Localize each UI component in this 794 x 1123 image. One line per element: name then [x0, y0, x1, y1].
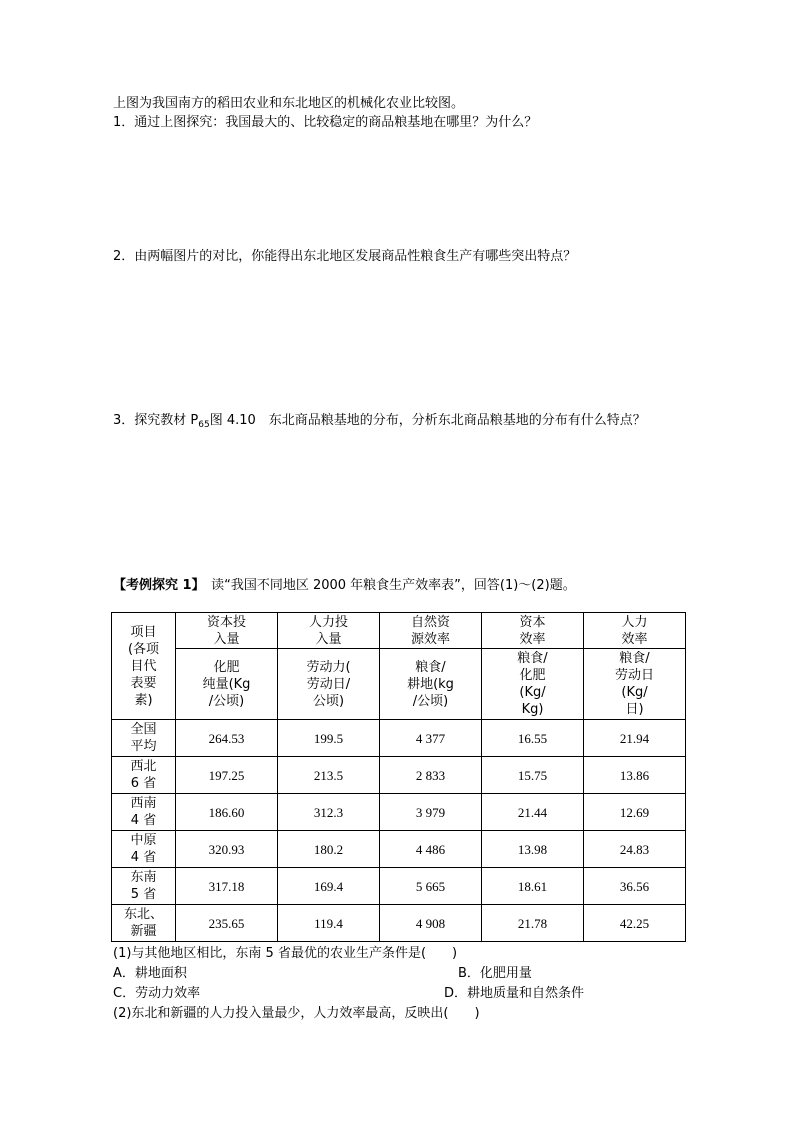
value-cell: 13.86	[584, 757, 686, 794]
header-group: 人力投 入量	[278, 613, 380, 649]
question-3-post: 图 4.10 东北商品粮基地的分布，分析东北商品粮基地的分布有什么特点？	[209, 413, 646, 428]
region-cell: 东南 5 省	[112, 868, 176, 905]
sub-question-2: (2)东北和新疆的人力投入量最少，人力效率最高，反映出( )	[113, 1006, 480, 1021]
value-cell: 312.3	[278, 794, 380, 831]
value-cell: 264.53	[176, 720, 278, 757]
value-cell: 2 833	[380, 757, 482, 794]
option-a: A．耕地面积	[113, 966, 187, 981]
value-cell: 180.2	[278, 831, 380, 868]
table-row	[112, 905, 686, 942]
value-cell: 320.93	[176, 831, 278, 868]
efficiency-table	[111, 612, 686, 942]
table-row	[112, 757, 686, 794]
value-cell: 4 486	[380, 831, 482, 868]
value-cell: 3 979	[380, 794, 482, 831]
value-cell: 21.78	[482, 905, 584, 942]
header-group: 资本 效率	[482, 613, 584, 649]
table-row	[112, 831, 686, 868]
header-group: 自然资 源效率	[380, 613, 482, 649]
value-cell: 16.55	[482, 720, 584, 757]
region-cell: 西南 4 省	[112, 794, 176, 831]
value-cell: 42.25	[584, 905, 686, 942]
value-cell: 4 908	[380, 905, 482, 942]
value-cell: 213.5	[278, 757, 380, 794]
question-2: 2．由两幅图片的对比，你能得出东北地区发展商品性粮食生产有哪些突出特点？	[113, 249, 577, 264]
value-cell: 199.5	[278, 720, 380, 757]
example-label: 【考例探究 1】	[113, 578, 199, 593]
value-cell: 15.75	[482, 757, 584, 794]
value-cell: 119.4	[278, 905, 380, 942]
value-cell: 317.18	[176, 868, 278, 905]
header-group: 人力 效率	[584, 613, 686, 649]
table-row	[112, 720, 686, 757]
header-sub: 粮食/ 劳动日 (Kg/ 日)	[584, 649, 686, 720]
value-cell: 197.25	[176, 757, 278, 794]
region-cell: 全国 平均	[112, 720, 176, 757]
value-cell: 186.60	[176, 794, 278, 831]
value-cell: 12.69	[584, 794, 686, 831]
region-cell: 东北、 新疆	[112, 905, 176, 942]
header-sub: 化肥 纯量(Kg /公顷)	[176, 649, 278, 720]
table-subheader-row	[112, 649, 686, 720]
value-cell: 24.83	[584, 831, 686, 868]
value-cell: 36.56	[584, 868, 686, 905]
option-c: C．劳动力效率	[113, 986, 201, 1001]
header-corner: 项目 (各项 目代 表要 素)	[112, 613, 176, 720]
header-sub: 粮食/ 耕地(kg /公顷)	[380, 649, 482, 720]
intro-text: 上图为我国南方的稻田农业和东北地区的机械化农业比较图。	[113, 96, 465, 111]
option-d: D．耕地质量和自然条件	[444, 986, 585, 1001]
option-b: B．化肥用量	[458, 966, 532, 981]
value-cell: 18.61	[482, 868, 584, 905]
question-3	[113, 412, 646, 434]
example-heading	[113, 577, 576, 595]
value-cell: 235.65	[176, 905, 278, 942]
region-cell: 西北 6 省	[112, 757, 176, 794]
value-cell: 169.4	[278, 868, 380, 905]
table-header-row	[112, 613, 686, 649]
question-1: 1．通过上图探究：我国最大的、比较稳定的商品粮基地在哪里？为什么？	[113, 115, 538, 130]
value-cell: 5 665	[380, 868, 482, 905]
sub-question-1: (1)与其他地区相比，东南 5 省最优的农业生产条件是( )	[113, 946, 458, 961]
value-cell: 21.94	[584, 720, 686, 757]
value-cell: 13.98	[482, 831, 584, 868]
value-cell: 21.44	[482, 794, 584, 831]
table-row	[112, 868, 686, 905]
header-sub: 粮食/ 化肥 (Kg/ Kg)	[482, 649, 584, 720]
header-sub: 劳动力( 劳动日/ 公顷)	[278, 649, 380, 720]
table-row	[112, 794, 686, 831]
example-text: 读“我国不同地区 2000 年粮食生产效率表”，回答(1)～(2)题。	[198, 578, 576, 593]
region-cell: 中原 4 省	[112, 831, 176, 868]
value-cell: 4 377	[380, 720, 482, 757]
header-group: 资本投 入量	[176, 613, 278, 649]
question-3-page: 65	[198, 420, 210, 430]
question-3-pre: 3．探究教材 P	[113, 413, 199, 428]
